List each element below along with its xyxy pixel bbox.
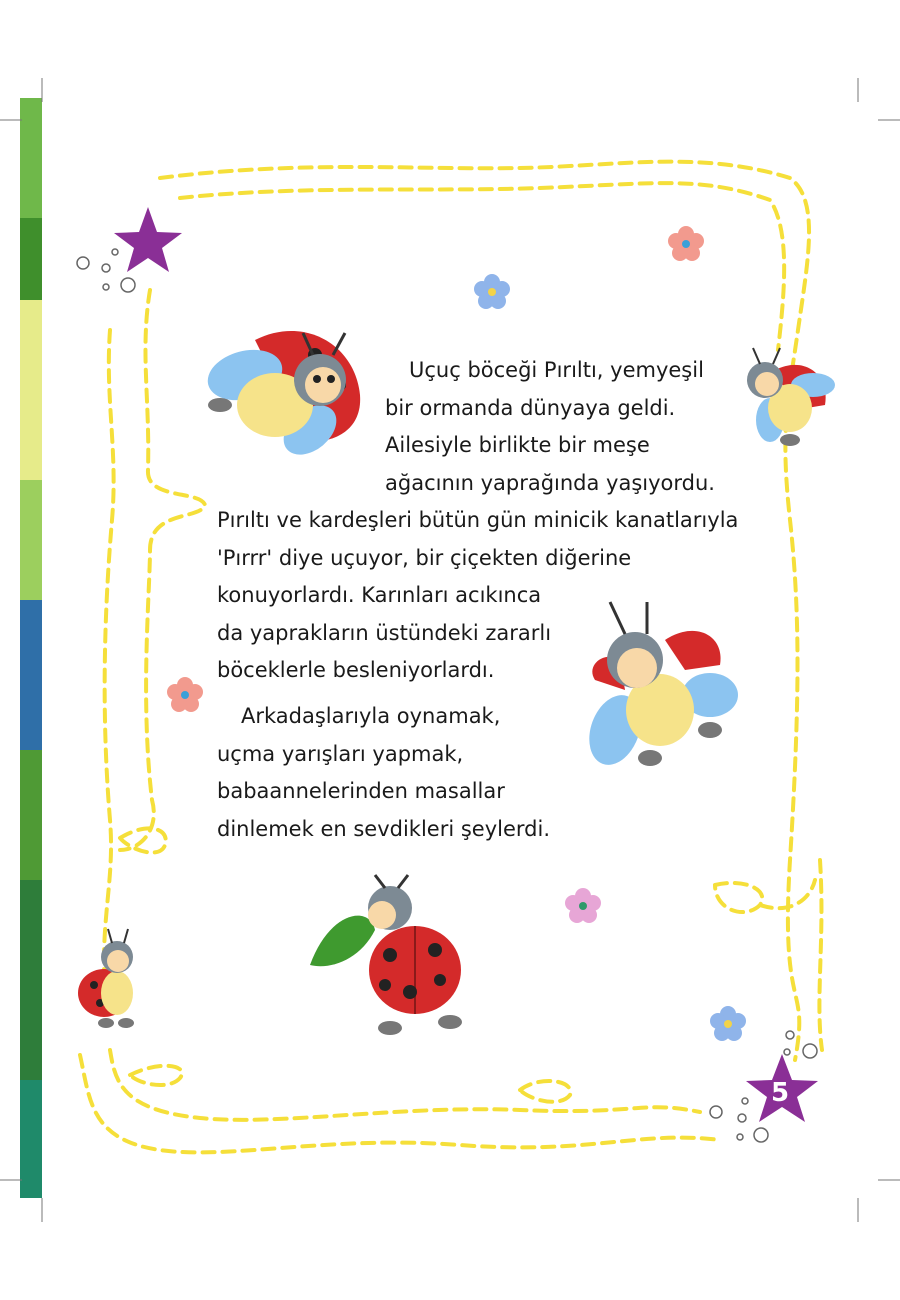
page-number: 5 [770, 1078, 790, 1108]
story-line: dinlemek en sevdikleri şeylerdi. [217, 816, 551, 841]
flower-icon [167, 677, 203, 712]
story-line: böceklerle besleniyorlardı. [217, 658, 495, 683]
flower-icon [565, 888, 601, 923]
story-line: da yaprakların üstündeki zararlı [217, 620, 552, 645]
paragraph-1 [385, 352, 715, 502]
leaf-icon [310, 916, 375, 967]
story-line: Ailesiyle birlikte bir meşe [385, 433, 650, 458]
story-line: konuyorlardı. Karınları acıkınca [217, 583, 542, 608]
ladybug-icon [310, 875, 462, 1035]
story-line: babaannelerinden masallar [217, 779, 505, 804]
paragraph-2 [217, 502, 738, 690]
forest-strip [20, 98, 42, 1198]
story-line: Pırıltı ve kardeşleri bütün gün minicik kanatlarıyla [217, 508, 739, 532]
flower-icon [668, 226, 704, 261]
story-line: Arkadaşlarıyla oynamak, [241, 704, 501, 728]
paragraph-3 [217, 698, 550, 848]
ladybug-icon [78, 929, 134, 1028]
story-line: Uçuç böceği Pırıltı, yemyeşil [409, 358, 704, 382]
flower-icon [710, 1006, 746, 1041]
story-line: uçma yarışları yapmak, [217, 741, 464, 766]
story-line: bir ormanda dünyaya geldi. [385, 395, 676, 420]
story-line: ağacının yaprağında yaşıyordu. [385, 470, 715, 495]
ladybug-icon [202, 331, 360, 465]
ladybug-icon [747, 348, 835, 446]
star-icon [114, 207, 182, 272]
story-line: 'Pırrr' diye uçuyor, bir çiçekten diğerine [217, 545, 632, 570]
flower-icon [474, 274, 510, 309]
